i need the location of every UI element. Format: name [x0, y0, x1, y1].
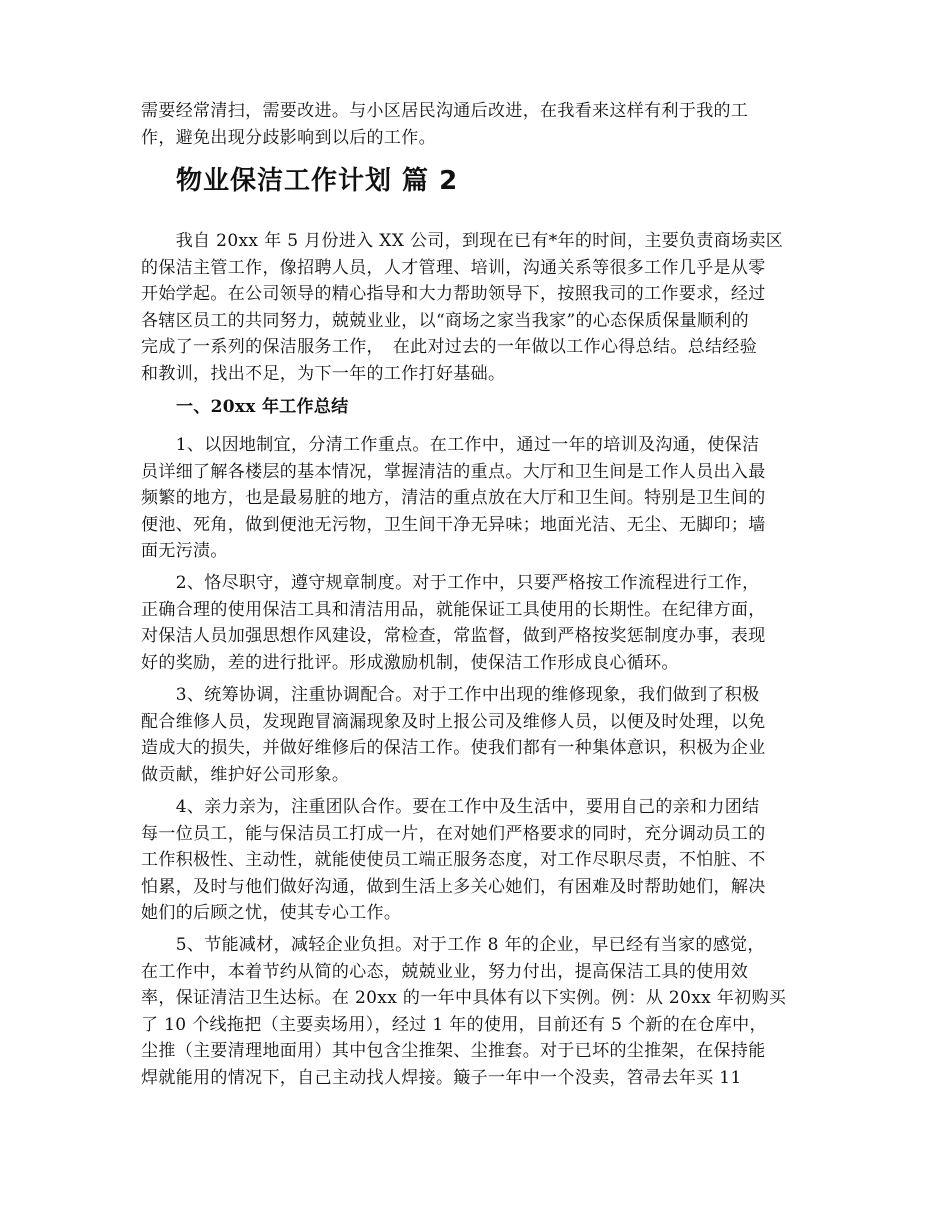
text-line: 频繁的地方，也是最易脏的地方，清洁的重点放在大厅和卫生间。特别是卫生间的	[141, 488, 766, 508]
text-line: 对保洁人员加强思想作风建设，常检查，常监督，做到严格按奖惩制度办事，表现	[141, 626, 766, 646]
text-line: 3、统筹协调，注重协调配合。对于工作中出现的维修现象，我们做到了积极	[141, 685, 760, 705]
text-line: 做贡献，维护好公司形象。	[141, 764, 350, 785]
text-line: 5、节能减材，减轻企业负担。对于工作 8 年的企业，早已经有当家的感觉，	[141, 935, 765, 955]
subheading-work-summary: 一、20xx 年工作总结	[176, 397, 349, 417]
text-line: 焊就能用的情况下，自己主动找人焊接。簸子一年中一个没卖，笤帚去年买 11	[141, 1067, 742, 1088]
text-line: 2、恪尽职守，遵守规章制度。对于工作中，只要严格按工作流程进行工作，	[141, 573, 760, 593]
text-line: 4、亲力亲为，注重团队合作。要在工作中及生活中，要用自己的亲和力团结	[141, 797, 760, 817]
paragraph-item-1	[141, 432, 811, 565]
text-line: 1、以因地制宜，分清工作重点。在工作中，通过一年的培训及沟通，使保洁	[141, 435, 760, 455]
text-line: 率，保证清洁卫生达标。在 20xx 的一年中具体有以下实例。例：从 20xx 年初购买	[141, 988, 787, 1008]
paragraph-item-5	[141, 932, 811, 1091]
text-line: 员详细了解各楼层的基本情况，掌握清洁的重点。大厅和卫生间是工作人员出入最	[141, 461, 766, 482]
text-line: 了 10 个线拖把（主要卖场用），经过 1 年的使用，目前还有 5 个新的在仓库中，	[141, 1014, 767, 1035]
text-line: 我自 20xx 年 5 月份进入 XX 公司，到现在已有*年的时间，主要负责商场卖区	[141, 231, 784, 251]
text-line: 面无污渍。	[141, 541, 228, 561]
text-line: 造成大的损失，并做好维修后的保洁工作。使我们都有一种集体意识，积极为企业	[141, 738, 766, 758]
text-line: 在工作中，本着节约从简的心态，兢兢业业，努力付出，提高保洁工具的使用效	[141, 961, 749, 982]
text-line: 便池、死角，做到便池无污物，卫生间干净无异味；地面光洁、无尘、无脚印；墙	[141, 514, 766, 535]
top-paragraph	[141, 98, 811, 151]
text-line: 她们的后顾之忧，使其专心工作。	[141, 903, 402, 923]
text-line: 每一位员工，能与保洁员工打成一片，在对她们严格要求的同时，充分调动员工的	[141, 823, 766, 844]
paragraph-item-2	[141, 570, 811, 676]
text-line: 工作积极性、主动性，就能使使员工端正服务态度，对工作尽职尽责，不怕脏、不	[141, 850, 766, 870]
paragraph-item-4	[141, 794, 811, 927]
text-line: 的保洁主管工作，像招聘人员，人才管理、培训，沟通关系等很多工作几乎是从零	[141, 257, 766, 278]
text-line: 开始学起。在公司领导的精心指导和大力帮助领导下，按照我司的工作要求，经过	[141, 284, 766, 304]
text-line: 作，避免出现分歧影响到以后的工作。	[141, 127, 436, 148]
section-title: 物业保洁工作计划 篇 2	[176, 166, 459, 196]
text-line: 好的奖励，差的进行批评。形成激励机制，使保洁工作形成良心循环。	[141, 652, 679, 673]
text-line: 正确合理的使用保洁工具和清洁用品，就能保证工具使用的长期性。在纪律方面，	[141, 599, 766, 620]
paragraph-item-3	[141, 682, 811, 788]
intro-paragraph	[141, 228, 811, 387]
text-line: 怕累，及时与他们做好沟通，做到生活上多关心她们，有困难及时帮助她们，解决	[141, 876, 766, 897]
text-line: 配合维修人员，发现跑冒滴漏现象及时上报公司及维修人员，以便及时处理，以免	[141, 711, 766, 732]
text-line: 完成了一系列的保洁服务工作， 在此对过去的一年做以工作心得总结。总结经验	[141, 337, 758, 357]
text-line: 需要经常清扫，需要改进。与小区居民沟通后改进，在我看来这样有利于我的工	[141, 101, 749, 121]
text-line: 和教训，找出不足，为下一年的工作打好基础。	[141, 363, 506, 384]
text-line: 各辖区员工的共同努力，兢兢业业，以“商场之家当我家”的心态保质保量顺利的	[141, 310, 749, 331]
text-line: 尘推（主要清理地面用）其中包含尘推架、尘推套。对于已坏的尘推架，在保持能	[141, 1041, 766, 1061]
